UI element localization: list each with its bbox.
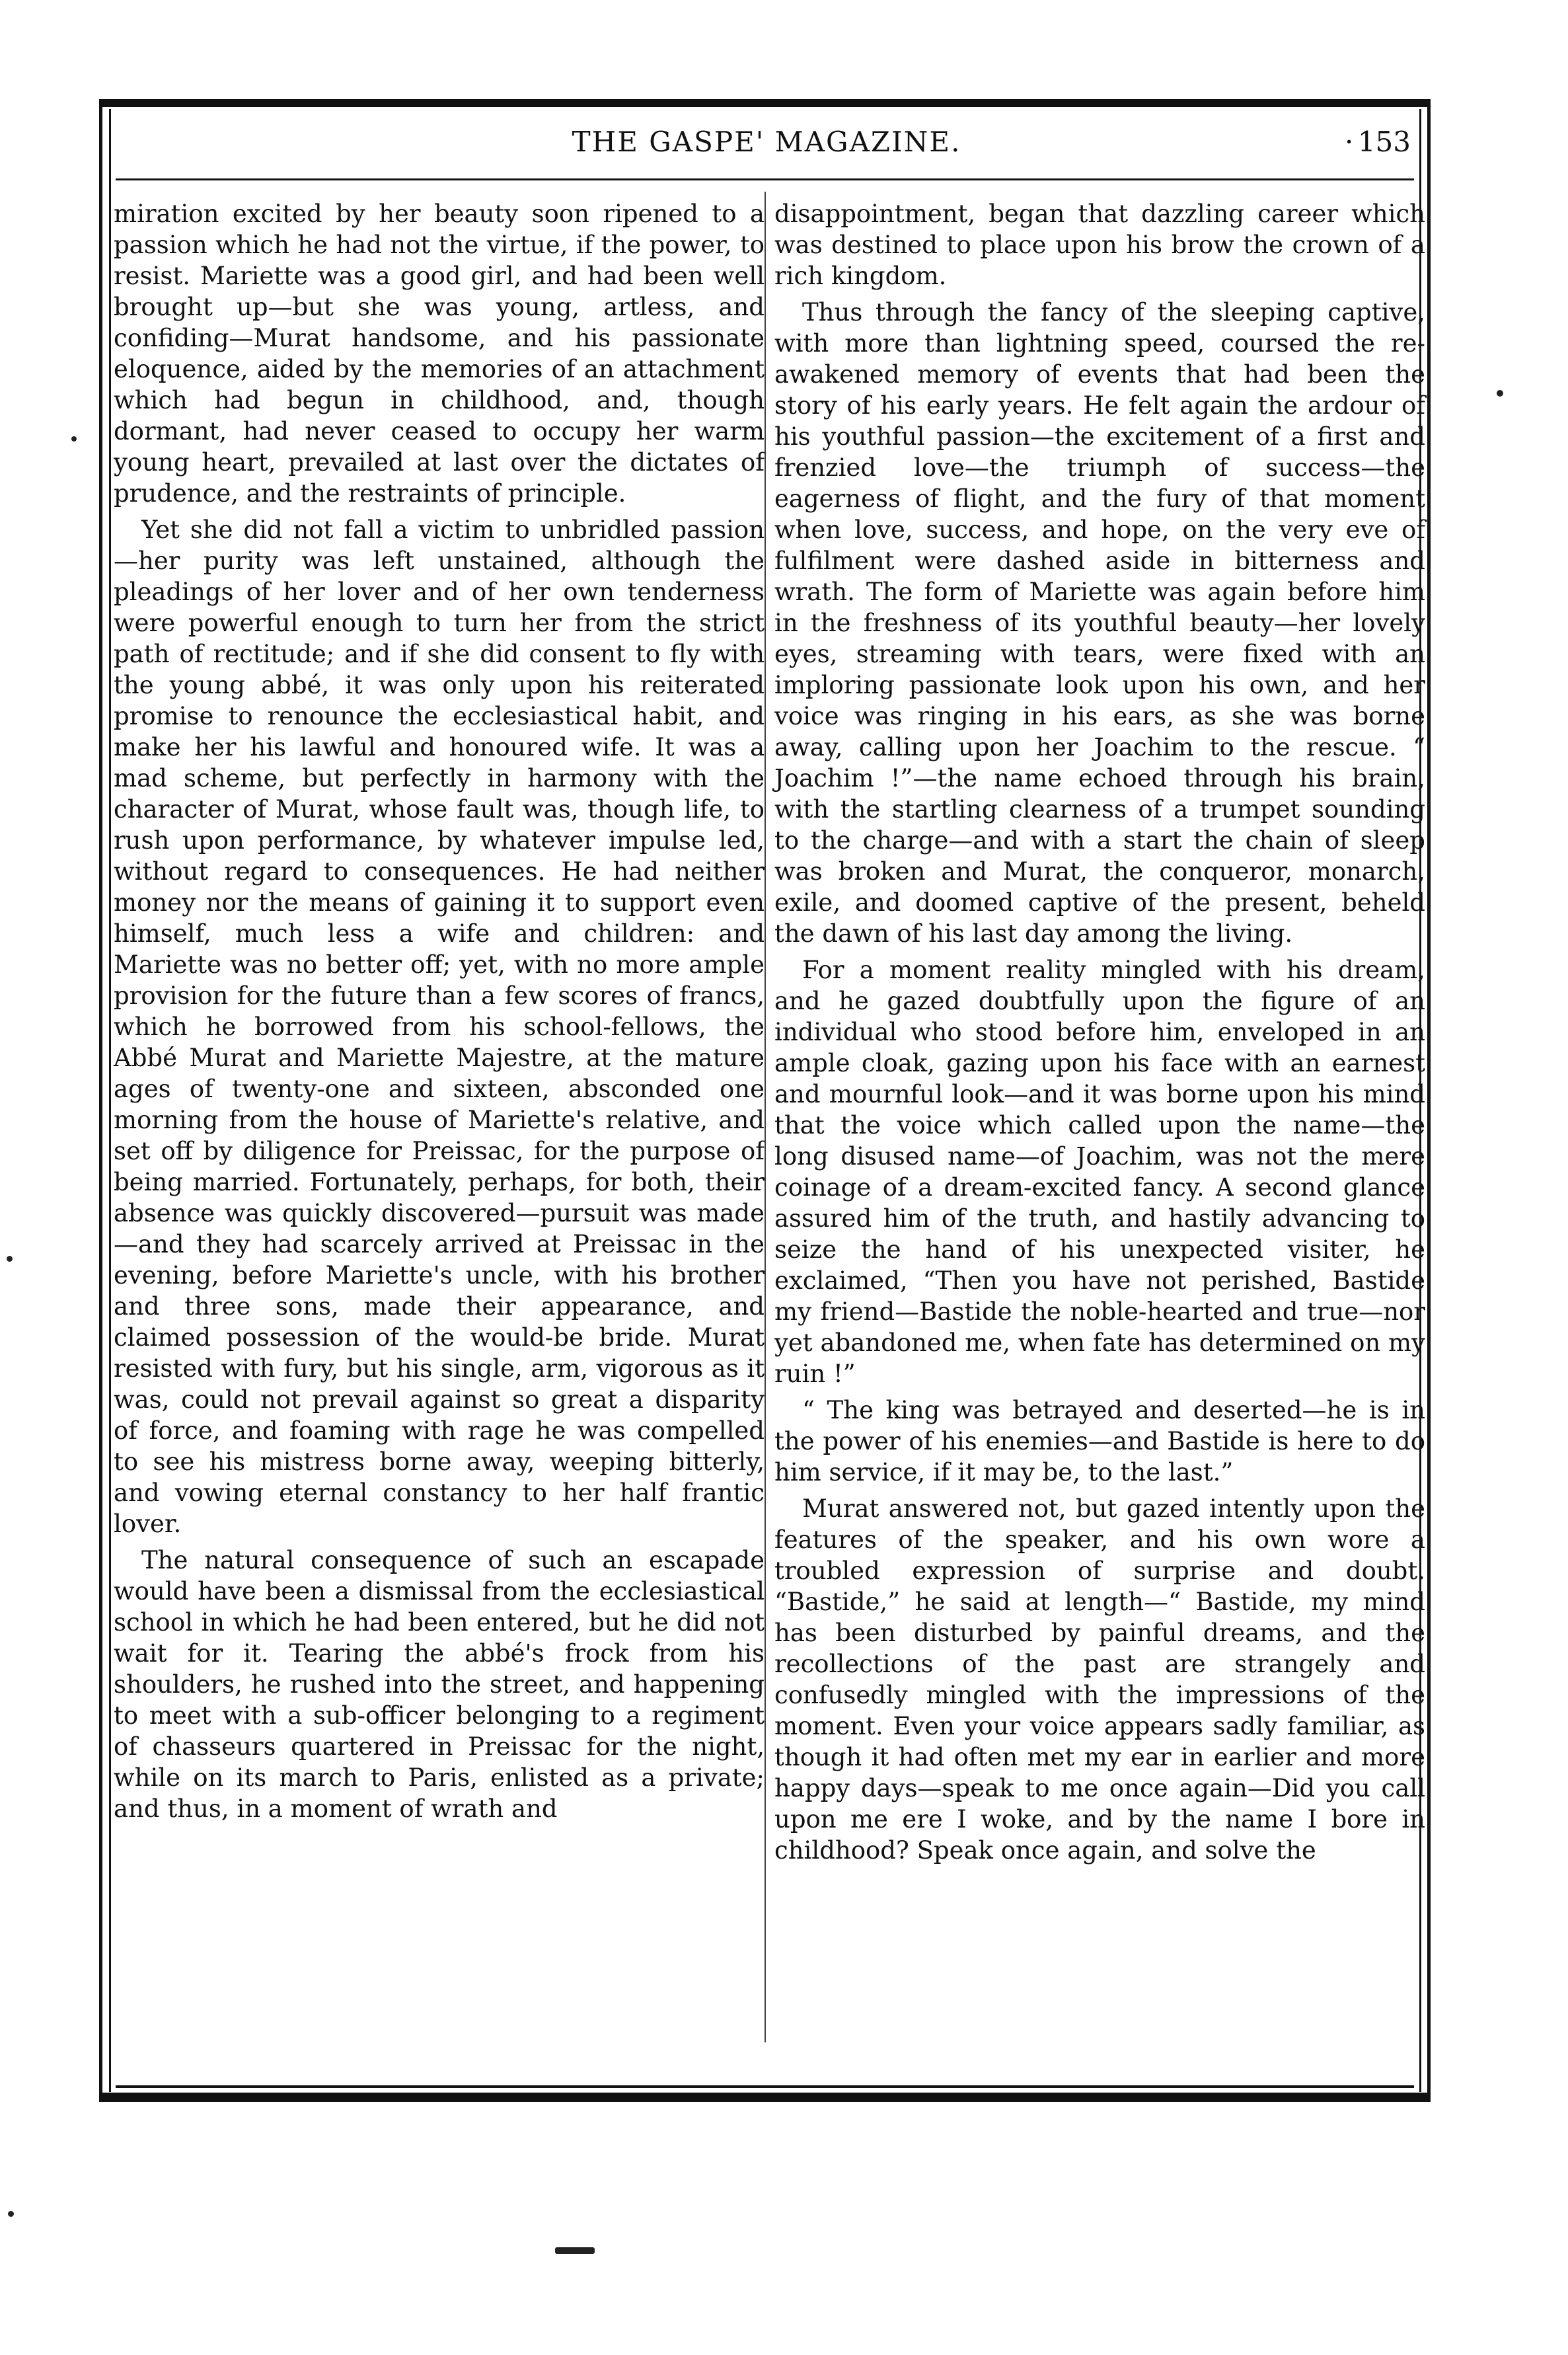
- magazine-title: THE GASPE' MAGAZINE.: [572, 126, 961, 158]
- right-paragraph-4: “ The king was betrayed and deserted—he is in the power of his enemies—and Bastide is here to do him service, if it may be, to the last.”: [774, 1396, 1425, 1486]
- left-border-rule: [109, 109, 111, 2092]
- ink-speck: [8, 2211, 14, 2217]
- left-column: [114, 198, 765, 1830]
- page-number: 153: [1357, 126, 1411, 158]
- ink-speck: [71, 436, 77, 442]
- header-dot: ·: [1345, 126, 1354, 158]
- ink-speck: [7, 1256, 13, 1262]
- right-paragraph-3: For a moment reality mingled with his dream, and he gazed doubtfully upon the figure of an individual who stood before him, enveloped in an ample cloak, gazing upon his face with an earnest and mournful look—and it was borne upon his mind that the voice which called upon the name—the long disused name—of Joachim, was not the mere coinage of a dream-excited fancy. A second glance assured him of the truth, and hastily advancing to seize the hand of his unexpected visiter, he exclaimed, “Then you have not perished, Bastide my friend—Bastide the noble-hearted and true—nor yet abandoned me, when fate has determined on my ruin !”: [774, 956, 1425, 1388]
- ink-speck: [1497, 390, 1503, 397]
- footer-rule: [116, 2085, 1414, 2088]
- left-paragraph-1: miration excited by her beauty soon ripened to a passion which he had not the virtue, if the power, to resist. Mariette was a good girl, and had been well brought up—but she was young, artless, and confiding—Murat handsome, and his passionate eloquence, aided by the memories of an attachment which had begun in childhood, and, though dormant, had never ceased to occupy her warm young heart, prevailed at last over the dictates of prudence, and the restraints of principle.: [114, 200, 765, 508]
- right-paragraph-5: Murat answered not, but gazed intently upon the features of the speaker, and his own wore a troubled expression of surprise and doubt. “Bastide,” he said at length—“ Bastide, my mind has been disturbed by painful dreams, and the recollections of the past are strangely and confusedly mingled with the impressions of the moment. Even your voice appears sadly familiar, as though it had often met my ear in earlier and more happy days—speak to me once again—Did you call upon me ere I woke, and by the name I bore in childhood? Speak once again, and solve the: [774, 1494, 1425, 1865]
- ink-mark: [555, 2247, 595, 2254]
- right-paragraph-1: disappointment, began that dazzling career which was destined to place upon his brow the crown of a rich kingdom.: [774, 200, 1425, 290]
- column-divider: [765, 192, 766, 2042]
- header-rule: [116, 178, 1414, 180]
- right-paragraph-2: Thus through the fancy of the sleeping captive, with more than lightning speed, coursed the re-awakened memory of events that had been the story of his early years. He felt again the ardour of his youthful passion—the excitement of a first and frenzied love—the triumph of success—the eagerness of flight, and the fury of that moment when love, success, and hope, on the very eve of fulfilment were dashed aside in bitterness and wrath. The form of Mariette was again before him in the freshness of its youthful beauty—her lovely eyes, streaming with tears, were fixed with an imploring passionate look upon his own, and her voice was ringing in his ears, as she was borne away, calling upon her Joachim to the rescue. “ Joachim !”—the name echoed through his brain, with the startling clearness of a trumpet sounding to the charge—and with a start the chain of sleep was broken and Murat, the conqueror, monarch, exile, and doomed captive of the present, beheld the dawn of his last day among the living.: [774, 298, 1425, 948]
- right-column: [774, 198, 1425, 1871]
- running-header: [116, 126, 1417, 165]
- left-paragraph-3: The natural consequence of such an escapade would have been a dismissal from the ecclesiastical school in which he had been entered, but he did not wait for it. Tearing the abbé's frock from his shoulders, he rushed into the street, and happening to meet with a sub-officer belonging to a regiment of chasseurs quartered in Preissac for the night, while on its march to Paris, enlisted as a private; and thus, in a moment of wrath and: [114, 1546, 765, 1823]
- left-paragraph-2: Yet she did not fall a victim to unbridled passion—her purity was left unstained, although the pleadings of her lover and of her own tenderness were powerful enough to turn her from the strict path of rectitude; and if she did consent to fly with the young abbé, it was only upon his reiterated promise to renounce the ecclesiastical habit, and make her his lawful and honoured wife. It was a mad scheme, but perfectly in harmony with the character of Murat, whose fault was, though life, to rush upon performance, by whatever impulse led, without regard to consequences. He had neither money nor the means of gaining it to support even himself, much less a wife and children: and Mariette was no better off; yet, with no more ample provision for the future than a few scores of francs, which he borrowed from his school-fellows, the Abbé Murat and Mariette Majestre, at the mature ages of twenty-one and sixteen, absconded one morning from the house of Mariette's relative, and set off by diligence for Preissac, for the purpose of being married. Fortunately, perhaps, for both, their absence was quickly discovered—pursuit was made—and they had scarcely arrived at Preissac in the evening, before Mariette's uncle, with his brother and three sons, made their appearance, and claimed possession of the would-be bride. Murat resisted with fury, but his single, arm, vigorous as it was, could not prevail against so great a disparity of force, and foaming with rage he was compelled to see his mistress borne away, weeping bitterly, and vowing eternal constancy to her half frantic lover.: [114, 516, 765, 1538]
